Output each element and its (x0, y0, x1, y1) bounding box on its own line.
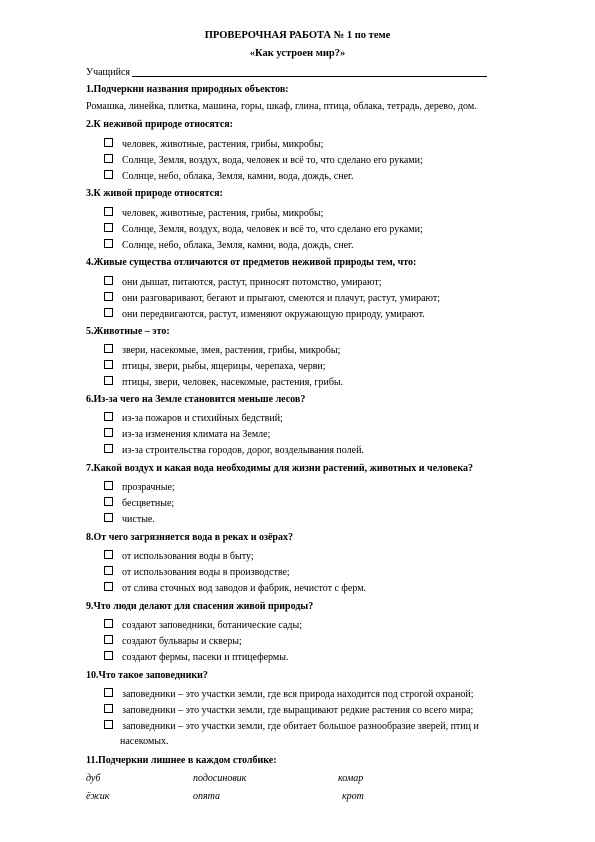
checkbox-icon[interactable] (104, 481, 113, 490)
option-label: заповедники – это участки земли, где обитает большое разнообразие зверей, птиц и (122, 721, 479, 732)
checkbox-icon[interactable] (104, 138, 113, 147)
checkbox-icon[interactable] (104, 497, 113, 506)
option-label: Солнце, небо, облака, Земля, камни, вода, дождь, снег. (122, 171, 354, 182)
word-col2-row2[interactable]: опята (193, 791, 220, 802)
answer-option[interactable] (104, 276, 382, 288)
option-label: из-за строительства городов, дорог, возделывания полей. (122, 445, 364, 456)
checkbox-icon[interactable] (104, 582, 113, 591)
checkbox-icon[interactable] (104, 344, 113, 353)
option-label: Солнце, небо, облака, Земля, камни, вода, дождь, снег. (122, 240, 354, 251)
option-label: прозрачные; (122, 482, 175, 493)
question-title: 9.Что люди делают для спасения живой природы? (86, 601, 314, 612)
question-text: Ромашка, линейка, плитка, машина, горы, шкаф, глина, птица, облака, тетрадь, дерево, дом. (86, 101, 477, 112)
answer-option[interactable] (104, 481, 175, 493)
option-label: человек, животные, растения, грибы, микробы; (122, 208, 324, 219)
question-title: 4.Живые существа отличаются от предметов неживой природы тем, что: (86, 257, 417, 268)
checkbox-icon[interactable] (104, 720, 113, 729)
option-label: из-за пожаров и стихийных бедствий; (122, 413, 283, 424)
word-col3-row2[interactable]: крот (342, 791, 364, 802)
option-label: птицы, звери, человек, насекомые, растения, грибы. (122, 377, 344, 388)
option-label: из-за изменения климата на Земле; (122, 429, 271, 440)
checkbox-icon[interactable] (104, 207, 113, 216)
option-label: человек, животные, растения, грибы, микробы; (122, 139, 324, 150)
question-title: 3.К живой природе относятся: (86, 188, 223, 199)
option-label: Солнце, Земля, воздух, вода, человек и всё то, что сделано его руками; (122, 155, 423, 166)
option-label: Солнце, Земля, воздух, вода, человек и всё то, что сделано его руками; (122, 224, 423, 235)
answer-option[interactable] (104, 720, 479, 732)
worksheet-subtitle: «Как устроен мир?» (249, 48, 346, 59)
checkbox-icon[interactable] (104, 223, 113, 232)
answer-option[interactable] (104, 308, 425, 320)
question-title: 7.Какой воздух и какая вода необходимы для жизни растений, животных и человека? (86, 463, 473, 474)
answer-option[interactable] (104, 412, 283, 424)
answer-option[interactable] (104, 497, 174, 509)
option-label: они дышат, питаются, растут, приносят потомство, умирают; (122, 277, 382, 288)
checkbox-icon[interactable] (104, 308, 113, 317)
option-label: чистые. (122, 514, 155, 525)
checkbox-icon[interactable] (104, 412, 113, 421)
answer-option[interactable] (104, 651, 288, 663)
question-title: 2.К неживой природе относятся: (86, 119, 234, 130)
option-label: бесцветные; (122, 498, 175, 509)
option-label: создают заповедники, ботанические сады; (122, 620, 302, 631)
answer-option[interactable] (104, 170, 354, 182)
answer-option[interactable] (104, 550, 254, 562)
checkbox-icon[interactable] (104, 651, 113, 660)
checkbox-icon[interactable] (104, 360, 113, 369)
checkbox-icon[interactable] (104, 276, 113, 285)
option-label: заповедники – это участки земли, где выращивают редкие растения со всего мира; (122, 705, 474, 716)
word-col1-row1[interactable]: дуб (86, 773, 101, 784)
option-label: они разговаривают, бегают и прыгают, смеются и плачут, растут, умирают; (122, 293, 441, 304)
question-title: 8.От чего загрязняется вода в реках и озёрах? (86, 532, 293, 543)
checkbox-icon[interactable] (104, 619, 113, 628)
option-continuation: насекомых. (120, 736, 169, 747)
answer-option[interactable] (104, 292, 440, 304)
checkbox-icon[interactable] (104, 444, 113, 453)
option-label: от использования воды в быту; (122, 551, 254, 562)
checkbox-icon[interactable] (104, 688, 113, 697)
checkbox-icon[interactable] (104, 428, 113, 437)
answer-option[interactable] (104, 344, 340, 356)
word-col3-row1[interactable]: комар (338, 773, 364, 784)
answer-option[interactable] (104, 207, 323, 219)
word-col1-row2[interactable]: ёжик (86, 791, 110, 802)
option-label: создают фермы, пасеки и птицефермы. (122, 652, 289, 663)
option-label: они передвигаются, растут, изменяют окружающую природу, умирают. (122, 309, 425, 320)
student-name-row (86, 67, 487, 78)
answer-option[interactable] (104, 619, 302, 631)
checkbox-icon[interactable] (104, 292, 113, 301)
word-col2-row1[interactable]: подосиновик (193, 773, 247, 784)
answer-option[interactable] (104, 566, 290, 578)
question-title: 6.Из-за чего на Земле становится меньше лесов? (86, 394, 306, 405)
checkbox-icon[interactable] (104, 566, 113, 575)
checkbox-icon[interactable] (104, 170, 113, 179)
answer-option[interactable] (104, 223, 423, 235)
checkbox-icon[interactable] (104, 704, 113, 713)
worksheet-title: ПРОВЕРОЧНАЯ РАБОТА № 1 по теме (204, 30, 391, 41)
answer-option[interactable] (104, 704, 473, 716)
answer-option[interactable] (104, 688, 473, 700)
answer-option[interactable] (104, 582, 366, 594)
answer-option[interactable] (104, 138, 323, 150)
option-label: заповедники – это участки земли, где вся природа находится под строгой охраной; (122, 689, 474, 700)
answer-option[interactable] (104, 154, 423, 166)
checkbox-icon[interactable] (104, 635, 113, 644)
option-label: создают бульвары и скверы; (122, 636, 242, 647)
checkbox-icon[interactable] (104, 513, 113, 522)
checkbox-icon[interactable] (104, 154, 113, 163)
answer-option[interactable] (104, 239, 354, 251)
student-name-field[interactable] (132, 67, 487, 77)
question-title: 10.Что такое заповедники? (86, 670, 208, 681)
option-label: от использования воды в производстве; (122, 567, 290, 578)
option-label: от слива сточных вод заводов и фабрик, нечистот с ферм. (122, 583, 367, 594)
option-label: птицы, звери, рыбы, ящерицы, черепаха, черви; (122, 361, 326, 372)
answer-option[interactable] (104, 513, 155, 525)
question-title: 1.Подчеркни названия природных объектов: (86, 84, 289, 95)
answer-option[interactable] (104, 444, 364, 456)
checkbox-icon[interactable] (104, 376, 113, 385)
checkbox-icon[interactable] (104, 550, 113, 559)
answer-option[interactable] (104, 360, 326, 372)
student-label: Учащийся (86, 67, 130, 78)
answer-option[interactable] (104, 635, 242, 647)
option-label: звери, насекомые, змея, растения, грибы, микробы; (122, 345, 341, 356)
answer-option[interactable] (104, 376, 343, 388)
answer-option[interactable] (104, 428, 270, 440)
question-title: 5.Животные – это: (86, 326, 170, 337)
checkbox-icon[interactable] (104, 239, 113, 248)
question-title: 11.Подчеркни лишнее в каждом столбике: (86, 755, 277, 766)
